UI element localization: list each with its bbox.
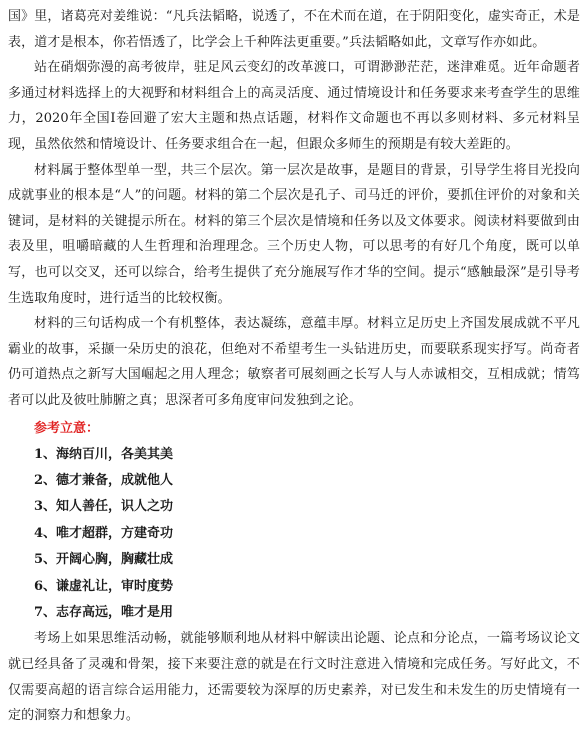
context-paragraph: 站在硝烟弥漫的高考彼岸，驻足风云变幻的改革渡口，可谓渺渺茫茫，迷津难觅。近年命题者多通过材料选择上的大视野和材料组合上的高灵活度、通过情境设计和任务要求来考查学生的思维力，2020年全国Ⅰ卷回避了宏大主题和热点话题，材料作文命题也不再以多则材料、多元材料呈现，虽然依然和情境设计、任务要求组合在一起，但跟众多师生的预期是有较大差距的。 — [8, 60, 580, 152]
idea-item-6: 6、谦虚礼让，审时度势 — [34, 578, 174, 594]
material-structure-paragraph: 材料属于整体型单一型，共三个层次。第一层次是故事，是题目的背景，引导学生将目光投向成就事业的根本是“人”的问题。材料的第二个层次是孔子、司马迁的评价，要抓住评价的对象和关键词，是材料的关键提示所在。材料的第三个层次是情境和任务以及文体要求。阅读材料要做到由表及里，咀嚼暗藏的人生哲理和治理理念。三个历史人物，可以思考的有好几个角度，既可以单写，也可以交叉，还可以综合，给考生提供了充分施展写作才华的空间。提示“感触最深”是引导考生选取角度时，进行适当的比较权衡。 — [8, 162, 580, 306]
idea-item-1: 1、海纳百川，各美其美 — [34, 446, 174, 462]
idea-item-7: 7、志存高远，唯才是用 — [34, 604, 174, 620]
idea-item-3: 3、知人善任，识人之功 — [34, 499, 174, 515]
intro-paragraph: 国》里，诸葛亮对姜维说：“凡兵法韬略，说透了，不在术而在道，在于阴阳变化，虚实奇正，术是表，道才是根本，你若悟透了，比学会上千种阵法更重要。”兵法韬略如此，文章写作亦如此。 — [8, 9, 580, 50]
ideas-list — [8, 442, 580, 627]
idea-item-5: 5、开阔心胸，胸藏壮成 — [34, 552, 174, 568]
ideas-heading: 参考立意： — [34, 420, 100, 436]
material-meaning-paragraph: 材料的三句话构成一个有机整体，表达凝练，意蕴丰厚。材料立足历史上齐国发展成就不平凡霸业的故事，采撷一朵历史的浪花，但绝对不希望考生一头钻进历史，而要联系现实抒写。尚奇者仍可道热点之新写大国崛起之用人理念；敏察者可展刻画之长写人与人赤诚相交，互相成就；情笃者可以此及彼吐肺腑之真；思深者可多角度审问发独到之论。 — [8, 316, 580, 408]
idea-item-4: 4、唯才超群，方建奇功 — [34, 525, 174, 541]
idea-item-2: 2、德才兼备，成就他人 — [34, 472, 174, 488]
closing-paragraph: 考场上如果思维活动畅，就能够顺利地从材料中解读出论题、论点和分论点，一篇考场议论文就已经具备了灵魂和骨架，接下来要注意的就是在行文时注意进入情境和完成任务。写好此文，不仅需要高超的语言综合运用能力，还需要较为深厚的历史素养，对已发生和未发生的历史情境有一定的洞察力和想象力。 — [8, 631, 580, 724]
